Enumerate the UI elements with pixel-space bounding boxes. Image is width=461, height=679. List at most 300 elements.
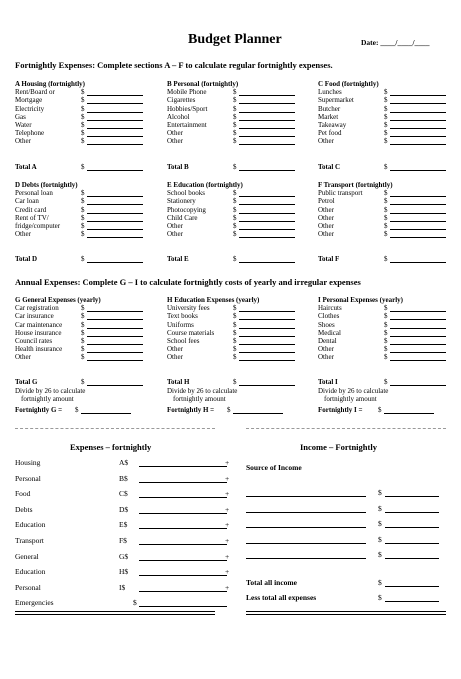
expense-row [318,88,458,96]
plus-sign: + [225,536,230,545]
currency-sign: $ [384,189,388,198]
annual-intro: Annual Expenses: Complete G – I to calculate fortnightly costs of yearly and irregular expenses [15,277,361,287]
expense-row [318,113,458,121]
expense-row [167,88,307,96]
expense-label: Petrol [318,197,335,206]
expense-row [167,312,307,320]
section-heading: E Education (fortnightly) [167,181,243,189]
summary-expense-label: Personal [15,582,41,592]
expense-row [167,96,307,104]
expense-label: Council rates [15,336,53,345]
expense-label: Stationery [167,197,196,206]
summary-expense-row [15,489,230,503]
section-h-education [167,296,307,362]
total-input[interactable] [239,170,295,171]
expense-label: Public transport [318,189,363,198]
section-heading: I Personal Expenses (yearly) [318,296,403,304]
expense-row [318,329,458,337]
fortnightly-h: Fortnightly H = $ [167,406,297,414]
expense-label: Medical [318,328,341,337]
expenses-summary-heading: Expenses – fortnightly [70,442,152,452]
currency-sign: $ [384,221,388,230]
total-label: Total H [167,378,190,386]
currency-sign: $ [81,96,85,105]
currency-sign: $ [81,112,85,121]
amount-input[interactable] [390,237,446,238]
currency-sign: $ [384,213,388,222]
currency-sign: $ [233,353,237,362]
expense-row [15,96,155,104]
expense-row [167,353,307,361]
expense-row [15,230,155,238]
expense-label: Other [318,353,334,362]
expense-row [167,337,307,345]
expense-row [15,214,155,222]
currency-sign: $ [233,312,237,321]
expense-label: Car insurance [15,312,54,321]
expense-label: Other [167,345,183,354]
summary-expense-code: F$ [119,536,127,545]
total-income-row: Total all income $ [246,578,446,592]
summary-expense-code: I$ [119,582,126,592]
section-e-education [167,181,307,238]
expense-row [318,189,458,197]
income-summary-heading: Income – Fortnightly [300,442,377,452]
currency-sign: $ [81,320,85,329]
summary-expense-label: Emergencies [15,598,54,608]
total-input[interactable] [239,385,295,386]
total-input[interactable] [87,170,143,171]
expense-row [15,129,155,137]
currency-sign: $ [233,163,237,171]
currency-sign: $ [378,519,382,529]
amount-input[interactable] [390,144,446,145]
currency-sign: $ [384,345,388,354]
expense-label: Personal loan [15,189,53,198]
expense-label: Text books [167,312,198,321]
summary-expense-code: E$ [119,520,128,530]
amount-input[interactable] [239,360,295,361]
expense-label: Water [15,120,32,129]
currency-sign: $ [384,304,388,313]
expense-row [318,121,458,129]
expense-row [318,96,458,104]
currency-sign: $ [233,112,237,121]
section-a-housing [15,80,155,146]
income-source-input[interactable] [246,543,366,544]
total-label: Total I [318,378,338,386]
expense-label: Car maintenance [15,320,63,329]
total-label: Total F [318,255,340,263]
expense-row [318,304,458,312]
expense-label: House insurance [15,328,62,337]
expense-row [15,206,155,214]
divider-right [246,428,446,429]
expense-label: Other [318,230,334,239]
expense-row [318,222,458,230]
expense-label: School books [167,189,205,198]
section-heading: A Housing (fortnightly) [15,80,86,88]
currency-sign: $ [233,345,237,354]
currency-sign: $ [81,328,85,337]
income-source-input[interactable] [246,558,366,559]
expense-label: Haircuts [318,304,342,313]
income-amount-input[interactable] [385,512,439,513]
summary-expense-code: A$ [119,458,129,467]
expense-label: Photocopying [167,205,206,214]
total-income-input[interactable] [385,586,439,587]
currency-sign: $ [81,255,85,263]
currency-sign: $ [378,488,382,497]
expense-row [167,345,307,353]
expense-label: Other [318,137,334,146]
plus-sign: + [225,458,230,467]
currency-sign: $ [233,230,237,239]
currency-sign: $ [233,137,237,146]
income-double-rule [246,611,446,615]
income-source-input[interactable] [246,512,366,513]
summary-expense-input[interactable] [139,497,227,498]
expense-label: Course materials [167,328,215,337]
expense-row [15,105,155,113]
expense-row [167,129,307,137]
summary-expense-input[interactable] [139,575,227,576]
expense-row [167,189,307,197]
currency-sign: $ [233,189,237,198]
expenses-double-rule [15,611,215,615]
expense-row [167,206,307,214]
expense-label: Clothes [318,312,340,321]
currency-sign: $ [81,213,85,222]
plus-sign: + [225,489,230,499]
section-heading: H Education Expenses (yearly) [167,296,260,304]
currency-sign: $ [384,328,388,337]
income-source-row [246,535,446,549]
total-input[interactable] [390,385,446,386]
currency-sign: $ [81,336,85,345]
expense-row [167,321,307,329]
expense-row [318,230,458,238]
expense-label: Lunches [318,88,342,97]
currency-sign: $ [81,345,85,354]
income-source-input[interactable] [246,496,366,497]
currency-sign: $ [233,328,237,337]
currency-sign: $ [81,221,85,230]
income-amount-input[interactable] [385,527,439,528]
total-label: Total B [167,163,189,171]
summary-expense-input[interactable] [139,482,227,483]
summary-expense-code: H$ [119,567,129,577]
amount-input[interactable] [87,360,143,361]
fortnightly-i-input[interactable] [384,413,434,414]
summary-expense-input[interactable] [139,591,227,592]
income-source-row [246,519,446,533]
expense-row [15,312,155,320]
currency-sign: $ [233,205,237,214]
expense-label: Other [318,205,334,214]
expense-label: Cigarettes [167,96,196,105]
fortnightly-i: Fortnightly I = $ [318,406,448,414]
expense-row [15,88,155,96]
plus-sign: + [225,504,230,514]
section-c-food [318,80,458,146]
expense-label: Other [15,137,31,146]
summary-expense-row [15,520,230,534]
currency-sign: $ [81,88,85,97]
expense-label: Other [318,345,334,354]
expense-row [15,137,155,145]
source-of-income-label: Source of Income [246,463,302,472]
expense-label: University fees [167,304,210,313]
plus-sign: + [225,582,230,592]
currency-sign: $ [233,320,237,329]
section-heading: F Transport (fortnightly) [318,181,393,189]
section-heading: C Food (fortnightly) [318,80,379,88]
fortnightly-intro: Fortnightly Expenses: Complete sections A – F to calculate regular fortnightly expenses. [15,60,333,70]
currency-sign: $ [81,137,85,146]
section-b-personal [167,80,307,146]
section-i-personal [318,296,458,362]
expense-row [167,329,307,337]
currency-sign: $ [384,320,388,329]
expense-row [15,222,155,230]
plus-sign: + [225,551,230,561]
expense-row [167,105,307,113]
total-input[interactable] [390,170,446,171]
section-d-debts [15,181,155,238]
currency-sign: $ [233,96,237,105]
currency-sign: $ [233,213,237,222]
currency-sign: $ [81,104,85,113]
summary-expense-input[interactable] [139,544,227,545]
expense-label: Alcohol [167,112,190,121]
expense-row [15,304,155,312]
divide-note-i: Divide by 26 to calculate fortnightly amount [318,387,389,403]
income-amount-input[interactable] [385,558,439,559]
income-source-input[interactable] [246,527,366,528]
expense-label: Rent of TV/ [15,213,49,222]
currency-sign: $ [384,336,388,345]
currency-sign: $ [384,120,388,129]
expense-row [15,321,155,329]
expense-label: Takeaway [318,120,347,129]
expense-label: Market [318,112,339,121]
amount-input[interactable] [87,144,143,145]
expense-label: Mobile Phone [167,88,207,97]
divide-note-h: Divide by 26 to calculate fortnightly amount [167,387,238,403]
total-input[interactable] [87,385,143,386]
expense-label: Supermarket [318,96,354,105]
section-f-transport [318,181,458,238]
expense-label: Uniforms [167,320,194,329]
section-heading: D Debts (fortnightly) [15,181,78,189]
currency-sign: $ [81,205,85,214]
currency-sign: $ [384,96,388,105]
expense-row [167,197,307,205]
plus-sign: + [225,520,230,530]
currency-sign: $ [378,550,382,560]
currency-sign: $ [81,230,85,239]
income-amount-input[interactable] [385,496,439,497]
currency-sign: $ [81,353,85,362]
summary-expense-label: Housing [15,458,41,467]
expense-row [167,222,307,230]
expense-label: Other [15,353,31,362]
expense-row [318,137,458,145]
plus-sign: + [225,567,230,577]
expense-label: Other [167,353,183,362]
section-heading: G General Expenses (yearly) [15,296,101,304]
expense-row [167,230,307,238]
currency-sign: $ [384,312,388,321]
summary-expense-input[interactable] [139,560,227,561]
total-input[interactable] [390,262,446,263]
currency-sign: $ [378,503,382,513]
summary-expense-label: Food [15,489,31,499]
currency-sign: $ [81,189,85,198]
amount-input[interactable] [239,237,295,238]
currency-sign: $ [233,304,237,313]
currency-sign: $ [384,197,388,206]
date-field[interactable]: Date: ____/____/____ [361,38,430,47]
expense-label: Car registration [15,304,59,313]
currency-sign: $ [233,336,237,345]
expense-row [318,105,458,113]
summary-expense-input[interactable] [139,606,227,607]
currency-sign: $ [81,129,85,138]
summary-expense-label: Debts [15,504,33,514]
total-input[interactable] [239,262,295,263]
summary-expense-row [15,505,230,519]
income-source-row [246,488,446,502]
currency-sign: $ [233,378,237,386]
expense-label: School fees [167,336,200,345]
expense-row [167,214,307,222]
expense-label: fridge/computer [15,221,61,230]
summary-expense-input[interactable] [139,528,227,529]
expense-row [318,197,458,205]
expense-label: Other [167,129,183,138]
currency-sign: $ [384,255,388,263]
summary-expense-row [15,583,230,597]
expense-label: Other [318,213,334,222]
expense-row [318,353,458,361]
expense-row [15,353,155,361]
divide-note-g: Divide by 26 to calculate fortnightly amount [15,387,86,403]
expense-row [167,304,307,312]
fortnightly-h-input[interactable] [233,413,283,414]
expense-label: Shoes [318,320,335,329]
summary-expense-input[interactable] [139,466,227,467]
expense-label: Other [15,230,31,239]
amount-input[interactable] [390,360,446,361]
fortnightly-g-input[interactable] [81,413,131,414]
expense-row [167,113,307,121]
summary-expense-code: $ [133,598,137,608]
expense-row [167,137,307,145]
total-input[interactable] [87,262,143,263]
currency-sign: $ [233,221,237,230]
summary-expense-row [15,458,230,472]
expense-label: Rent/Board or [15,88,55,97]
income-source-row [246,550,446,564]
amount-input[interactable] [239,144,295,145]
expense-label: Health insurance [15,345,63,354]
summary-expense-label: Education [15,520,46,530]
total-label: Total A [15,163,37,171]
income-amount-input[interactable] [385,543,439,544]
income-source-row [246,504,446,518]
currency-sign: $ [233,104,237,113]
expense-label: Other [167,221,183,230]
currency-sign: $ [384,88,388,97]
summary-expense-input[interactable] [139,513,227,514]
section-heading: B Personal (fortnightly) [167,80,239,88]
expense-row [15,197,155,205]
expense-label: Child Care [167,213,198,222]
summary-expense-code: D$ [119,504,129,514]
expense-label: Car loan [15,197,39,206]
currency-sign: $ [81,304,85,313]
currency-sign: $ [81,312,85,321]
currency-sign: $ [384,353,388,362]
summary-expense-row [15,552,230,566]
currency-sign: $ [233,129,237,138]
expense-label: Entertainment [167,120,207,129]
currency-sign: $ [384,137,388,146]
expense-label: Dental [318,336,337,345]
expense-row [318,321,458,329]
total-label: Total E [167,255,189,263]
expense-row [318,206,458,214]
currency-sign: $ [384,230,388,239]
currency-sign: $ [81,163,85,171]
currency-sign: $ [233,88,237,97]
currency-sign: $ [81,120,85,129]
total-label: Total D [15,255,38,263]
currency-sign: $ [384,163,388,171]
summary-expense-row [15,536,230,550]
expense-row [15,113,155,121]
currency-sign: $ [384,129,388,138]
expense-label: Hobbies/Sport [167,104,208,113]
summary-expense-row [15,567,230,581]
summary-expense-row [15,474,230,488]
currency-sign: $ [384,104,388,113]
amount-input[interactable] [87,237,143,238]
expense-row [318,345,458,353]
expense-label: Pet food [318,129,342,138]
total-label: Total C [318,163,341,171]
summary-expense-code: B$ [119,473,128,483]
expense-label: Credit card [15,205,47,214]
expense-row [15,345,155,353]
currency-sign: $ [233,197,237,206]
summary-expense-label: General [15,551,39,561]
summary-expense-code: G$ [119,551,129,561]
less-expenses-input[interactable] [385,601,439,602]
expense-row [15,337,155,345]
expense-label: Mortgage [15,96,43,105]
currency-sign: $ [81,378,85,386]
expense-row [15,189,155,197]
expense-row [318,337,458,345]
expense-row [318,129,458,137]
expense-row [167,121,307,129]
expense-label: Other [167,230,183,239]
expense-label: Butcher [318,104,341,113]
plus-sign: + [225,473,230,483]
